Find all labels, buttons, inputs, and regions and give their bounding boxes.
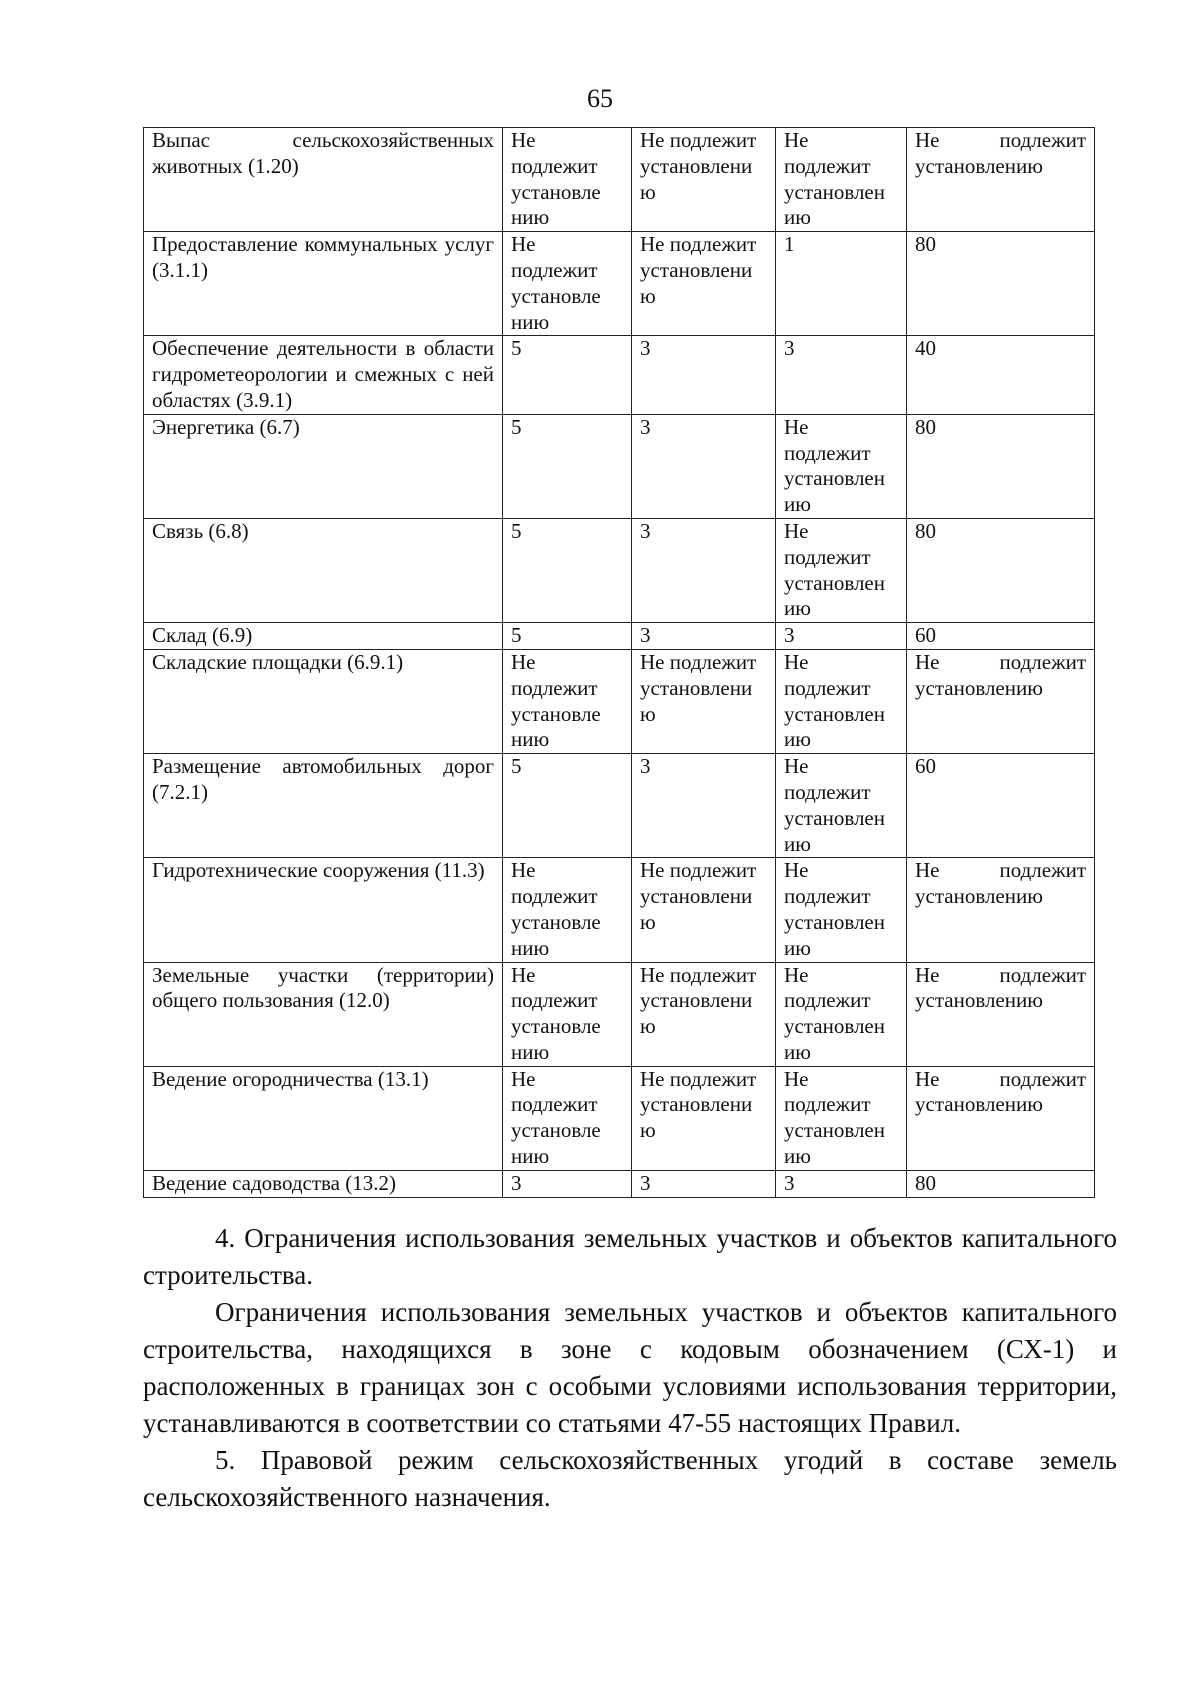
- regulations-table-body: [144, 128, 1095, 1198]
- table-row: [144, 1066, 1095, 1170]
- table-cell-land-use: Склад (6.9): [144, 623, 503, 650]
- table-cell-land-use: Энергетика (6.7): [144, 414, 503, 518]
- table-cell-value: Не подлежит установлен ию: [776, 128, 907, 232]
- table-cell-value: 40: [907, 336, 1095, 414]
- table-cell-value: 3: [632, 1170, 776, 1197]
- table-cell-value: Не подлежит установлению: [907, 649, 1095, 753]
- table-cell-value: 3: [632, 623, 776, 650]
- table-cell-value: Не подлежит установле нию: [503, 1066, 632, 1170]
- table-cell-land-use: Обеспечение деятельности в области гидрометеорологии и смежных с ней областях (3.9.1): [144, 336, 503, 414]
- table-cell-value: 3: [632, 336, 776, 414]
- table-cell-value: Не подлежит установле нию: [503, 962, 632, 1066]
- table-row: [144, 336, 1095, 414]
- table-row: [144, 962, 1095, 1066]
- table-cell-value: 3: [776, 623, 907, 650]
- table-cell-value: Не подлежит установлени ю: [632, 649, 776, 753]
- table-row: [144, 232, 1095, 336]
- table-cell-value: Не подлежит установлени ю: [632, 858, 776, 962]
- table-cell-value: 3: [776, 1170, 907, 1197]
- table-cell-value: Не подлежит установлению: [907, 858, 1095, 962]
- document-body: [143, 1220, 1117, 1516]
- table-cell-land-use: Предоставление коммунальных услуг (3.1.1): [144, 232, 503, 336]
- regulations-table: [143, 127, 1095, 1198]
- table-cell-value: Не подлежит установлению: [907, 128, 1095, 232]
- table-cell-value: Не подлежит установлен ию: [776, 649, 907, 753]
- table-cell-value: 60: [907, 754, 1095, 858]
- table-cell-value: 80: [907, 414, 1095, 518]
- table-cell-value: Не подлежит установле нию: [503, 649, 632, 753]
- table-cell-value: 5: [503, 336, 632, 414]
- table-cell-land-use: Ведение огородничества (13.1): [144, 1066, 503, 1170]
- table-cell-land-use: Связь (6.8): [144, 518, 503, 622]
- table-cell-land-use: Складские площадки (6.9.1): [144, 649, 503, 753]
- table-cell-value: 80: [907, 1170, 1095, 1197]
- table-cell-value: 3: [632, 414, 776, 518]
- table-cell-value: Не подлежит установлению: [907, 1066, 1095, 1170]
- paragraph-section-4-heading: 4. Ограничения использования земельных участков и объектов капитального строительства.: [143, 1223, 1117, 1290]
- table-row: [144, 1170, 1095, 1197]
- table-cell-value: Не подлежит установле нию: [503, 128, 632, 232]
- table-cell-value: Не подлежит установлен ию: [776, 414, 907, 518]
- table-cell-value: Не подлежит установлени ю: [632, 962, 776, 1066]
- table-cell-value: Не подлежит установлени ю: [632, 232, 776, 336]
- page-number: 65: [587, 84, 613, 113]
- table-cell-value: 5: [503, 414, 632, 518]
- table-cell-value: 1: [776, 232, 907, 336]
- table-cell-land-use: Выпас сельскохозяйственных животных (1.20): [144, 128, 503, 232]
- table-cell-land-use: Ведение садоводства (13.2): [144, 1170, 503, 1197]
- table-cell-value: Не подлежит установлен ию: [776, 518, 907, 622]
- table-cell-value: 5: [503, 754, 632, 858]
- table-cell-value: 3: [632, 518, 776, 622]
- table-row: [144, 518, 1095, 622]
- table-row: [144, 858, 1095, 962]
- table-cell-land-use: Размещение автомобильных дорог (7.2.1): [144, 754, 503, 858]
- table-cell-value: Не подлежит установлен ию: [776, 1066, 907, 1170]
- table-cell-value: 5: [503, 518, 632, 622]
- table-row: [144, 754, 1095, 858]
- table-cell-land-use: Земельные участки (территории) общего пользования (12.0): [144, 962, 503, 1066]
- table-cell-value: Не подлежит установлению: [907, 962, 1095, 1066]
- table-cell-value: Не подлежит установлен ию: [776, 754, 907, 858]
- paragraph-section-5-heading: 5. Правовой режим сельскохозяйственных угодий в составе земель сельскохозяйственного назначения.: [143, 1445, 1117, 1512]
- table-cell-value: Не подлежит установле нию: [503, 232, 632, 336]
- table-cell-value: Не подлежит установлен ию: [776, 858, 907, 962]
- table-row: [144, 414, 1095, 518]
- table-cell-value: 80: [907, 232, 1095, 336]
- table-row: [144, 128, 1095, 232]
- table-cell-value: Не подлежит установле нию: [503, 858, 632, 962]
- table-cell-value: 5: [503, 623, 632, 650]
- table-cell-value: Не подлежит установлен ию: [776, 962, 907, 1066]
- table-row: [144, 623, 1095, 650]
- table-cell-value: 3: [632, 754, 776, 858]
- table-cell-land-use: Гидротехнические сооружения (11.3): [144, 858, 503, 962]
- table-row: [144, 649, 1095, 753]
- table-cell-value: Не подлежит установлени ю: [632, 128, 776, 232]
- table-cell-value: Не подлежит установлени ю: [632, 1066, 776, 1170]
- table-cell-value: 3: [503, 1170, 632, 1197]
- table-cell-value: 80: [907, 518, 1095, 622]
- table-cell-value: 3: [776, 336, 907, 414]
- paragraph-restrictions: Ограничения использования земельных участков и объектов капитального строительства, находящихся в зоне с кодовым обозначением (СХ-1) и расположенных в границах зон с особыми условиями использования территории, устанавливаются в соответствии со статьями 47-55 настоящих Правил.: [143, 1297, 1117, 1438]
- table-cell-value: 60: [907, 623, 1095, 650]
